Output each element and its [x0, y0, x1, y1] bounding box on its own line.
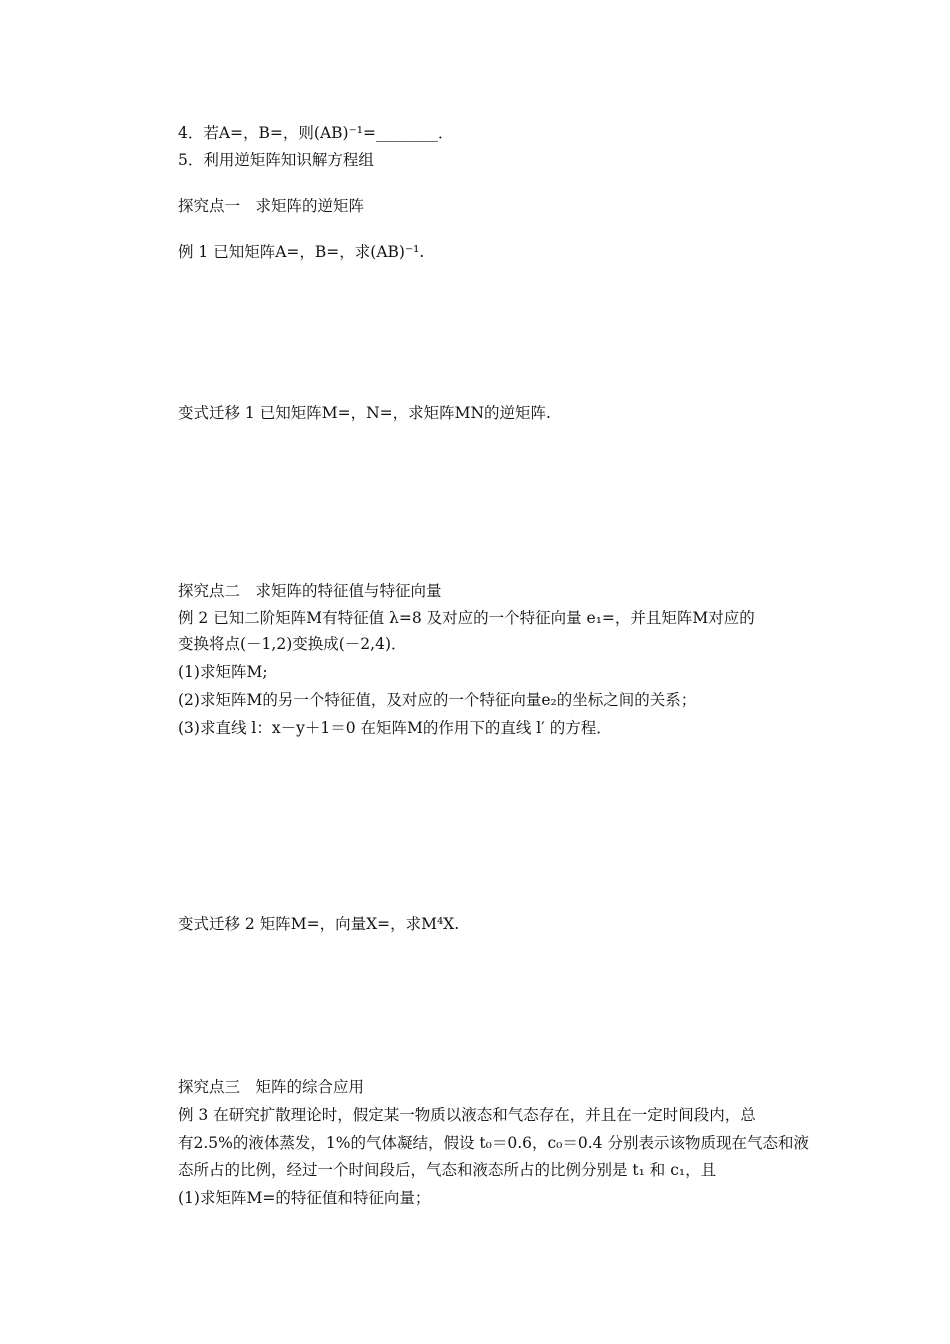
section-3-heading: 探究点三 矩阵的综合应用 [178, 1078, 365, 1096]
example-1: 例 1 已知矩阵A=，B=，求(AB)⁻¹. [178, 243, 425, 261]
variant-2: 变式迁移 2 矩阵M=，向量X=，求M⁴X. [178, 915, 460, 933]
example-2-part-2: (2)求矩阵M的另一个特征值，及对应的一个特征向量e₂的坐标之间的关系； [178, 691, 697, 709]
item-4: 4．若A=，B=，则(AB)⁻¹=________． [178, 124, 454, 142]
example-2-part-3: (3)求直线 l：x－y＋1＝0 在矩阵M的作用下的直线 l′ 的方程． [178, 719, 612, 737]
example-3-line-1: 例 3 在研究扩散理论时，假定某一物质以液态和气态存在，并且在一定时间段内，总 [178, 1106, 756, 1124]
section-1-heading: 探究点一 求矩阵的逆矩阵 [178, 197, 365, 215]
example-3-line-2: 有2.5%的液体蒸发，1%的气体凝结，假设 t₀＝0.6，c₀＝0.4 分别表示该物质现在气态和液 [178, 1134, 809, 1152]
example-2-line-2: 变换将点(－1,2)变换成(－2,4)． [178, 635, 407, 653]
section-2-heading: 探究点二 求矩阵的特征值与特征向量 [178, 582, 442, 600]
example-3-line-3: 态所占的比例，经过一个时间段后，气态和液态所占的比例分别是 t₁ 和 c₁，且 [178, 1161, 717, 1179]
example-2-line-1: 例 2 已知二阶矩阵M有特征值 λ=8 及对应的一个特征向量 e₁=，并且矩阵M对应的 [178, 609, 755, 627]
example-2-part-1: (1)求矩阵M; [178, 663, 268, 681]
item-5: 5．利用逆矩阵知识解方程组 [178, 151, 374, 169]
example-3-part-1: (1)求矩阵M=的特征值和特征向量； [178, 1189, 431, 1207]
variant-1: 变式迁移 1 已知矩阵M=，N=，求矩阵MN的逆矩阵. [178, 404, 551, 422]
